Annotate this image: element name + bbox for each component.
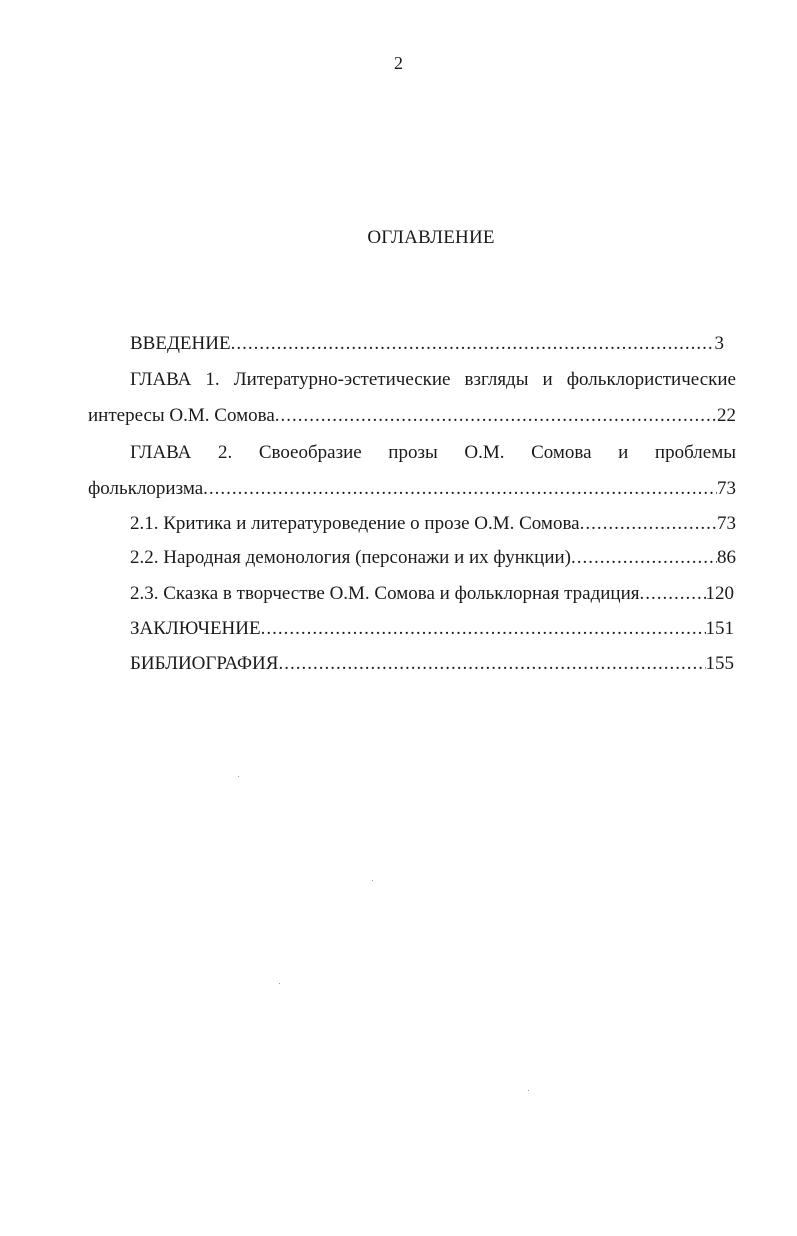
toc-leader-dots [231,332,715,356]
page-title: ОГЛАВЛЕНИЕ [367,227,495,248]
toc-entry-label: фольклоризма [88,478,204,499]
toc-entry-label: 2.3. Сказка в творчестве О.М. Сомова и фольклорная традиция [130,583,640,604]
scan-speck [279,983,280,984]
toc-entry-conclusion[interactable] [130,617,734,641]
toc-entry-section-2-1[interactable] [130,512,736,536]
toc-entry-chapter2[interactable] [130,441,736,465]
toc-entry-intro[interactable] [130,332,724,356]
toc-leader-dots [275,404,717,428]
toc-entry-page: 86 [717,547,736,568]
toc-entry-chapter1-continuation[interactable] [88,404,736,428]
toc-entry-label: БИБЛИОГРАФИЯ [130,653,279,674]
toc-word: ГЛАВА [130,369,192,390]
toc-entry-page: 22 [717,405,736,426]
toc-word: ГЛАВА [130,442,192,463]
toc-leader-dots [261,617,706,641]
toc-word: прозы [388,442,438,463]
toc-leader-dots [203,477,717,501]
toc-entry-page: 73 [717,513,736,534]
toc-word: Сомова [531,442,592,463]
toc-word: 1. [205,369,220,390]
toc-entry-page: 120 [705,583,734,604]
toc-entry-label: интересы О.М. Сомова [88,405,275,426]
toc-word: проблемы [654,442,736,463]
scan-speck [372,880,373,881]
toc-word: О.М. [464,442,505,463]
scan-speck [238,776,239,777]
toc-leader-dots [580,512,717,536]
toc-word: фольклористические [566,369,736,390]
toc-word: и [618,442,629,463]
toc-entry-chapter1[interactable] [130,368,736,392]
toc-entry-label: 2.1. Критика и литературоведение о прозе О.М. Сомова [130,513,580,534]
toc-entry-bibliography[interactable] [130,652,734,676]
toc-entry-chapter2-continuation[interactable] [88,477,736,501]
toc-entry-page: 155 [705,653,734,674]
toc-entry-label: 2.2. Народная демонология (персонажи и их функции) [130,547,571,568]
toc-word: Литературно-эстетические [233,369,451,390]
toc-entry-page: 151 [705,618,734,639]
page-number: 2 [394,53,403,73]
toc-entry-label: ЗАКЛЮЧЕНИЕ [130,618,261,639]
toc-entry-page: 73 [717,478,736,499]
toc-entry-label: ВВЕДЕНИЕ [130,333,231,354]
toc-word: и [542,369,553,390]
toc-entry-section-2-2[interactable] [130,546,736,570]
scan-speck [528,1090,529,1091]
toc-word: Своеобразие [258,442,362,463]
toc-leader-dots [571,546,717,570]
toc-leader-dots [278,652,705,676]
toc-word: взгляды [464,369,529,390]
toc-entry-section-2-3[interactable] [130,582,734,606]
toc-leader-dots [639,582,705,606]
toc-entry-page: 3 [714,333,724,354]
toc-word: 2. [217,442,233,463]
